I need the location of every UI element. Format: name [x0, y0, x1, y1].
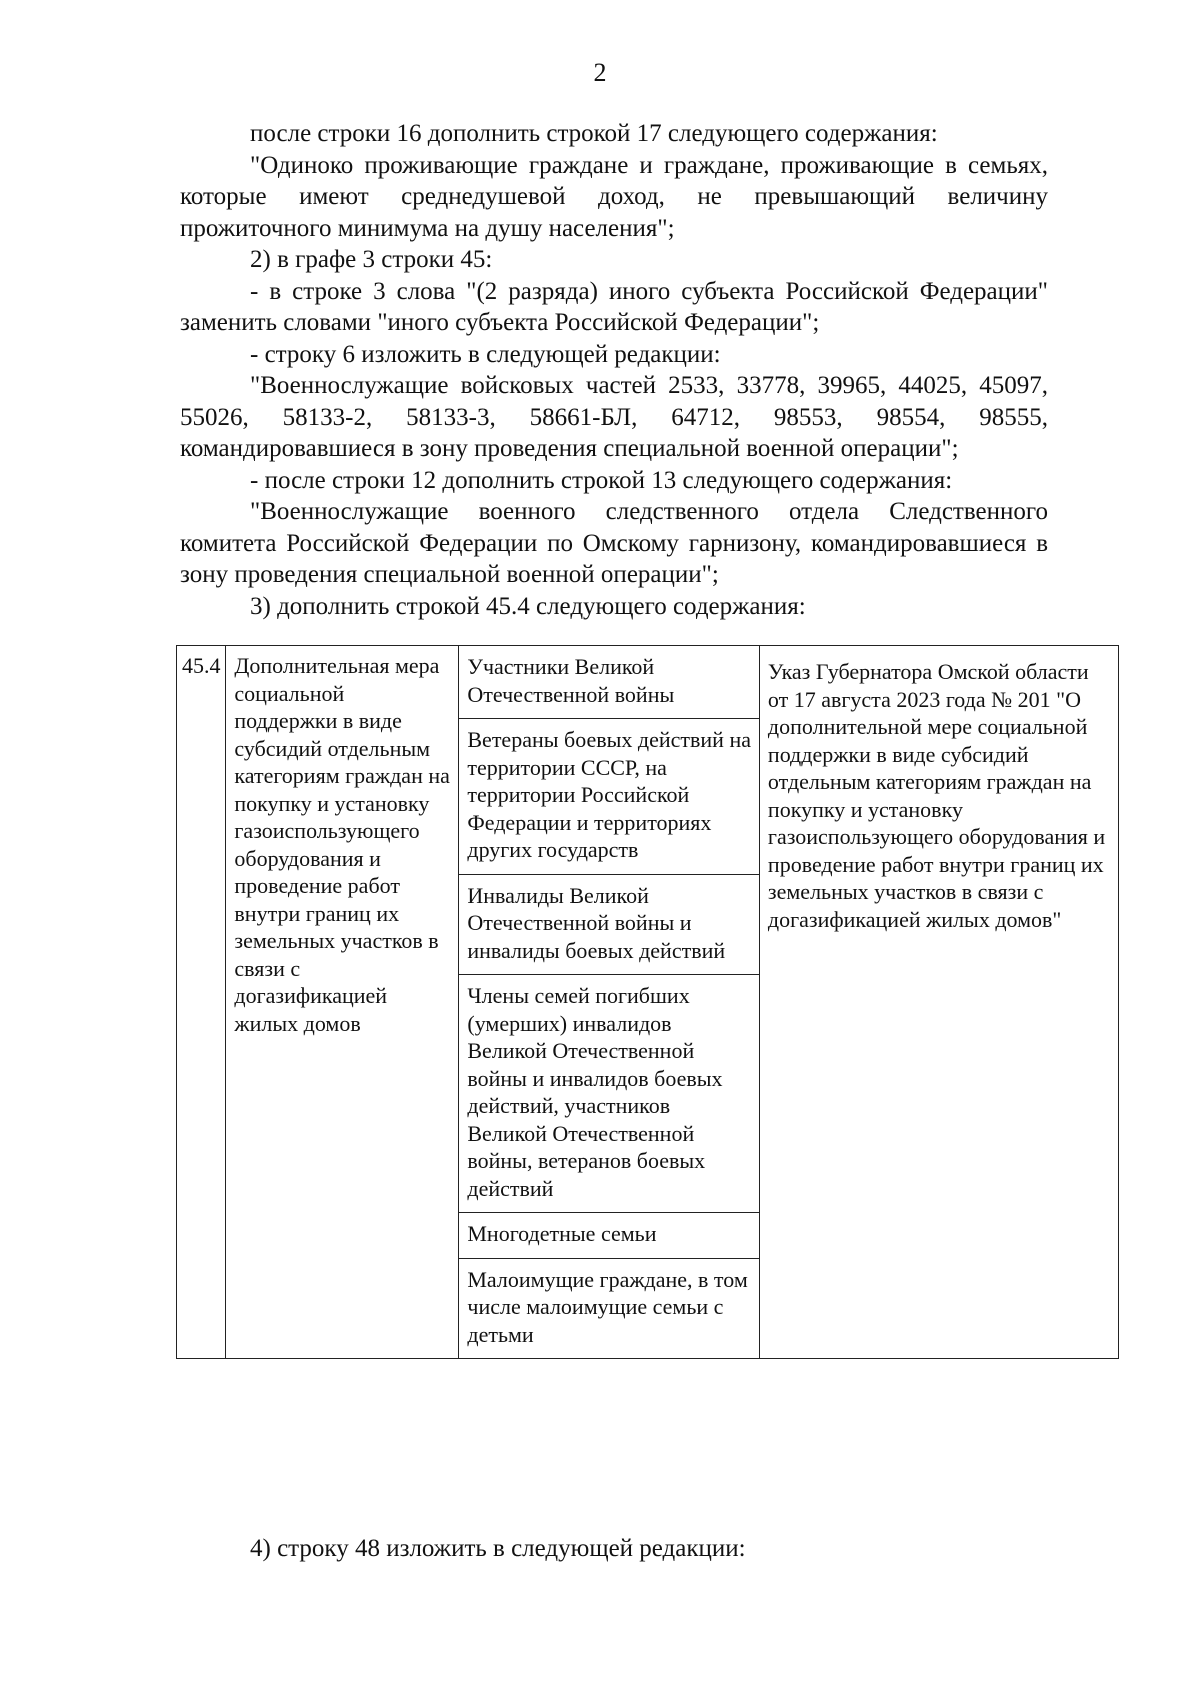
- paragraph-3: 2) в графе 3 строки 45:: [250, 246, 493, 273]
- paragraph-4: - в строке 3 слова "(2 разряда) иного субъекта Российской Федерации" заменить словами "иного субъекта Российской Федерации";: [180, 277, 1048, 336]
- next-amendment: 4) строку 48 изложить в следующей редакции:: [250, 1535, 746, 1562]
- category-cell: Ветераны боевых действий на территории СССР, на территории Российской Федерации и территориях других государств: [459, 719, 760, 875]
- table-container: [176, 645, 1119, 1359]
- paragraph-6: "Военнослужащие войсковых частей 2533, 33778, 39965, 44025, 45097, 55026, 58133-2, 58133-3, 58661-БЛ, 64712, 98553, 98554, 98555, командировавшиеся в зону проведения специальной военной операции";: [180, 372, 1048, 462]
- paragraph-1: после строки 16 дополнить строкой 17 следующего содержания:: [250, 120, 938, 147]
- category-cell: Члены семей погибших (умерших) инвалидов Великой Отечественной войны и инвалидов боевых действий, участников Великой Отечественной войны, ветеранов боевых действий: [459, 975, 760, 1213]
- category-cell: Участники Великой Отечественной войны: [459, 646, 760, 719]
- measure-description-cell: Дополнительная мера социальной поддержки в виде субсидий отдельным категориям граждан на покупку и установку газоиспользующего оборудования и проведение работ внутри границ их земельных участков в связи с догазификацией жилых домов: [226, 646, 459, 1359]
- paragraph-8: "Военнослужащие военного следственного отдела Следственного комитета Российской Федерации по Омскому гарнизону, командировавшиеся в зону проведения специальной военной операции";: [180, 498, 1048, 588]
- paragraph-9: 3) дополнить строкой 45.4 следующего содержания:: [250, 592, 806, 620]
- row-45-4-table: [176, 645, 1119, 1359]
- paragraph-5: - строку 6 изложить в следующей редакции:: [250, 340, 721, 368]
- page-number: 2: [593, 58, 607, 87]
- amendment-text: [180, 118, 1048, 622]
- category-cell: Малоимущие граждане, в том числе малоимущие семьи с детьми: [459, 1258, 760, 1359]
- row-number-cell: 45.4: [177, 646, 226, 1359]
- legal-basis-cell: Указ Губернатора Омской области от 17 августа 2023 года № 201 "О дополнительной мере социальной поддержки в виде субсидий отдельным категориям граждан на покупку и установку газоиспользующего оборудования и проведение работ внутри границ их земельных участков в связи с догазификацией жилых домов": [759, 646, 1118, 1359]
- paragraph-2: "Одиноко проживающие граждане и граждане, проживающие в семьях, которые имеют среднедушевой доход, не превышающий величину прожиточного минимума на душу населения";: [180, 151, 1048, 242]
- paragraph-7: - после строки 12 дополнить строкой 13 следующего содержания:: [250, 466, 953, 494]
- category-cell: Многодетные семьи: [459, 1213, 760, 1259]
- table-row: [177, 646, 1119, 719]
- category-cell: Инвалиды Великой Отечественной войны и инвалиды боевых действий: [459, 874, 760, 975]
